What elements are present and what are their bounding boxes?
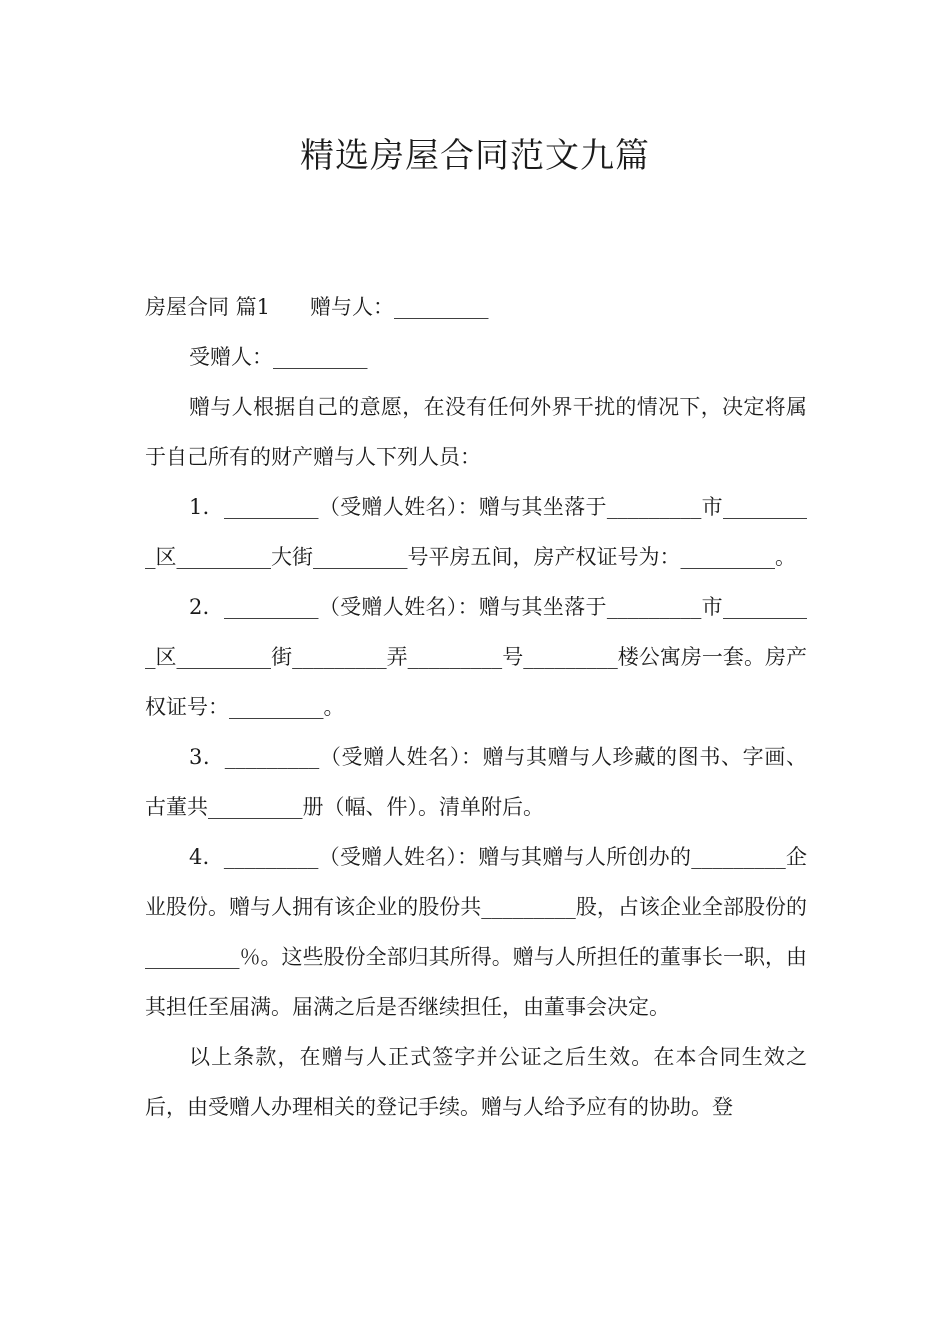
clause-3: 3．_________（受赠人姓名）：赠与其赠与人珍藏的图书、字画、古董共_________册（幅、件）。清单附后。	[145, 745, 807, 819]
header-line	[145, 282, 807, 332]
section-label: 房屋合同 篇1	[145, 295, 271, 319]
recipient-line: 受赠人：_________	[189, 345, 368, 369]
document-title: 精选房屋合同范文九篇	[300, 136, 650, 176]
effective-paragraph: 以上条款，在赠与人正式签字并公证之后生效。在本合同生效之后，由受赠人办理相关的登记手续。赠与人给予应有的协助。登	[145, 1045, 807, 1119]
intro-paragraph: 赠与人根据自己的意愿，在没有任何外界干扰的情况下，决定将属于自己所有的财产赠与人下列人员：	[145, 395, 807, 469]
clause-1: 1．_________（受赠人姓名）：赠与其坐落于_________市_________区_________大街_________号平房五间，房产权证号为：_________。	[145, 495, 807, 569]
donor-line: 赠与人：_________	[310, 295, 489, 319]
clause-2: 2．_________（受赠人姓名）：赠与其坐落于_________市_________区_________街_________弄_________号_________楼公寓房一套。房产权证号：_________。	[145, 595, 807, 719]
clause-4: 4．_________（受赠人姓名）：赠与其赠与人所创办的_________企业股份。赠与人拥有该企业的股份共_________股，占该企业全部股份的_________％。这些股份全部归其所得。赠与人所担任的董事长一职，由其担任至届满。届满之后是否继续担任，由董事会决定。	[145, 845, 807, 1019]
document-body	[145, 282, 807, 1132]
